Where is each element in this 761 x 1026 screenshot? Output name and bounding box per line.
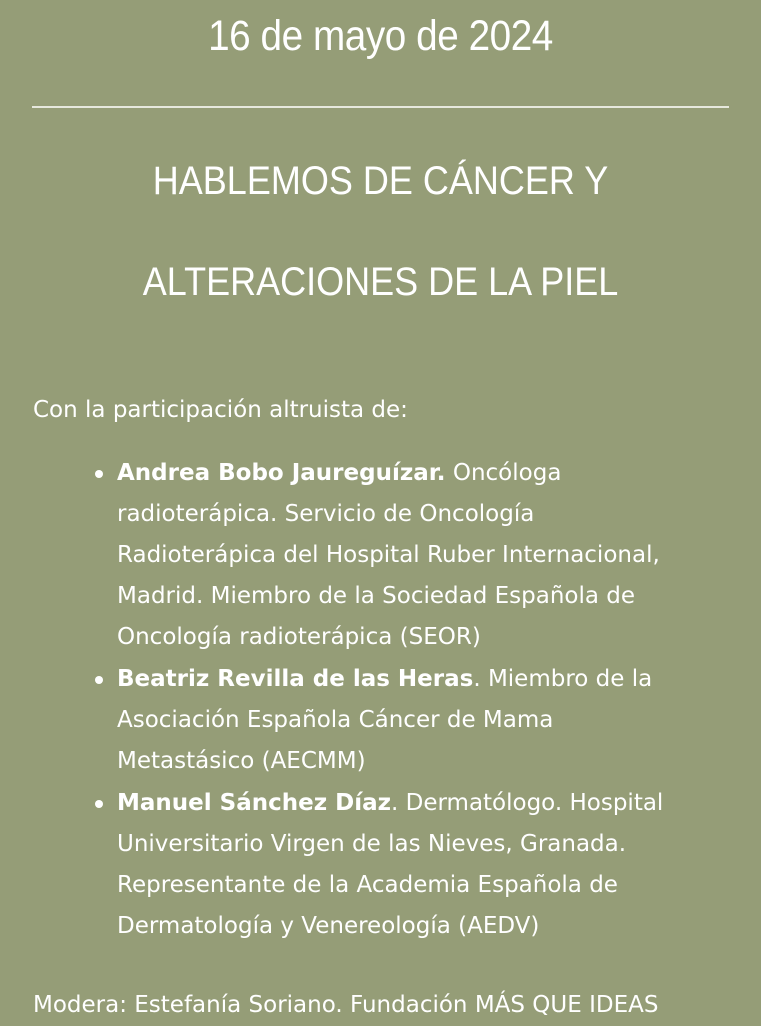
participant-line — [117, 453, 735, 494]
participant-line — [117, 783, 735, 824]
bullet-icon — [95, 470, 103, 478]
event-title-line-2: ALTERACIONES DE LA PIEL — [142, 260, 619, 304]
participant-line: Representante de la Academia Española de — [117, 872, 618, 898]
participant-beatriz-revilla — [95, 659, 735, 782]
header-divider — [32, 106, 729, 108]
participant-line: Asociación Española Cáncer de Mama — [117, 707, 554, 733]
participant-line: Metastásico (AECMM) — [117, 748, 366, 774]
participant-line: Oncología radioterápica (SEOR) — [117, 624, 481, 650]
bullet-icon — [95, 800, 103, 808]
participant-line — [117, 659, 735, 700]
bullet-icon — [95, 676, 103, 684]
participants-intro: Con la participación altruista de: — [33, 397, 408, 423]
event-date: 16 de mayo de 2024 — [208, 12, 553, 60]
participant-line: Universitario Virgen de las Nieves, Granada. — [117, 831, 627, 857]
participant-line: Dermatología y Venereología (AEDV) — [117, 913, 540, 939]
participant-name: Andrea Bobo Jaureguízar. — [117, 460, 446, 486]
participant-andrea-bobo — [95, 453, 735, 658]
participant-line: Radioterápica del Hospital Ruber Internacional, — [117, 542, 660, 568]
event-title-line-1: HABLEMOS DE CÁNCER Y — [152, 159, 609, 203]
participant-name: Beatriz Revilla de las Heras — [117, 666, 474, 692]
participant-line: Madrid. Miembro de la Sociedad Española de — [117, 583, 636, 609]
moderator-line: Modera: Estefanía Soriano. Fundación MÁS QUE IDEAS — [33, 992, 659, 1018]
participant-detail: Oncóloga — [445, 460, 562, 486]
participant-name: Manuel Sánchez Díaz — [117, 790, 391, 816]
participant-detail: . Miembro de la — [473, 666, 653, 692]
participant-list — [95, 453, 735, 947]
participant-line: radioterápica. Servicio de Oncología — [117, 501, 535, 527]
participant-manuel-sanchez — [95, 783, 735, 947]
participant-detail: . Dermatólogo. Hospital — [391, 790, 664, 816]
